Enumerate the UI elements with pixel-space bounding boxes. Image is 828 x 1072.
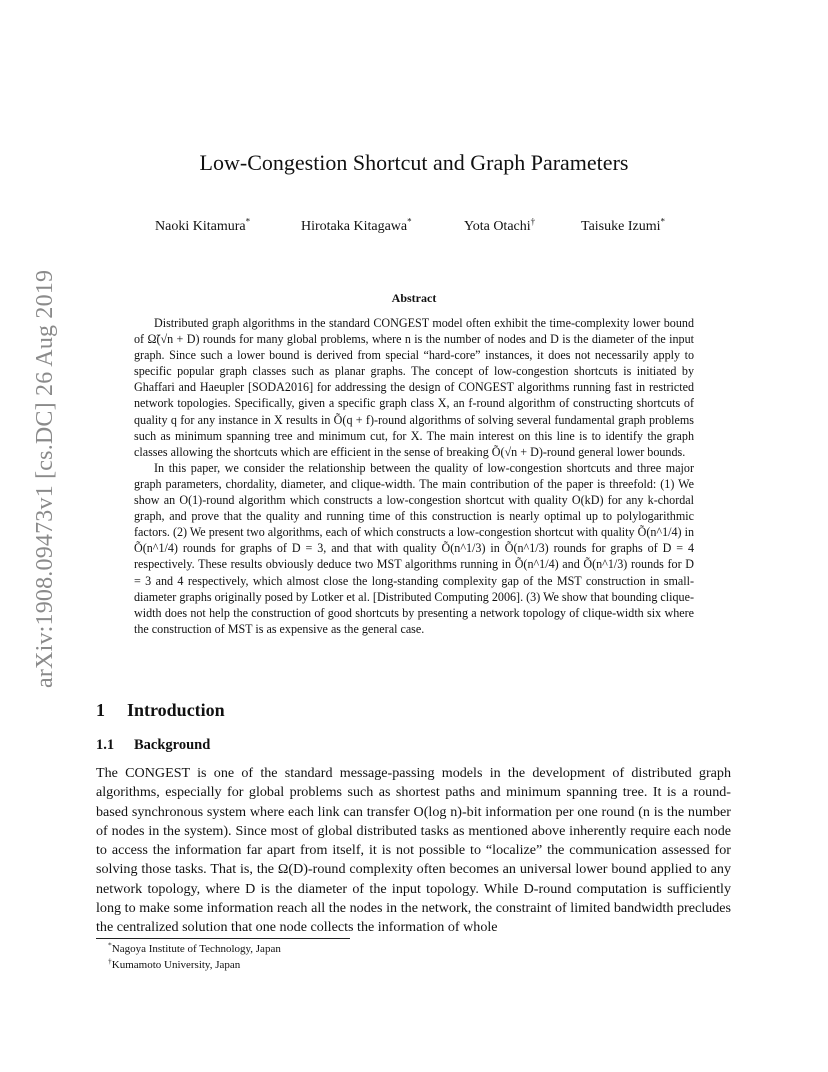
body-text xyxy=(96,764,731,938)
footnote-mark: * xyxy=(108,940,112,950)
paper-title: Low-Congestion Shortcut and Graph Parameters xyxy=(199,150,629,175)
abstract-heading: Abstract xyxy=(391,291,437,305)
subsection-number: 1.1 xyxy=(96,737,115,753)
author xyxy=(301,217,412,237)
affiliation-mark: * xyxy=(407,216,412,227)
affiliation-mark: * xyxy=(245,216,251,227)
section-heading xyxy=(96,698,225,722)
author-name: Taisuke Izumi xyxy=(581,219,661,234)
footnote xyxy=(108,957,281,973)
affiliation-mark: † xyxy=(530,216,536,227)
abstract-paragraph: Distributed graph algorithms in the standard CONGEST model often exhibit the time-complexity lower bound of Ω̃(√n + D) rounds for many global problems, where n is the number of nodes and D is the diameter of the input graph. Since such a lower bound is derived from special “hard-core” instances, it does not necessarily apply to specific popular graph classes such as planar graphs. The concept of low-congestion shortcuts is initiated by Ghaffari and Haeupler [SODA2016] for addressing the design of CONGEST algorithms running fast in restricted network topologies. Specifically, given a specific graph class X, an f-round algorithm of constructing shortcuts of quality q for any instance in X results in Õ(q + f)-round algorithms of solving several fundamental graph problems such as minimum spanning tree and minimum cut, for X. The main interest on this line is to identify the graph classes allowing the shortcuts which are efficient in the sense of breaking Õ(√n + D)-round general lower bounds. xyxy=(134,316,694,459)
footnotes xyxy=(108,941,281,973)
affiliation-mark: * xyxy=(660,216,665,227)
author-name: Yota Otachi xyxy=(464,219,531,234)
author-list xyxy=(0,217,828,239)
subsection-heading xyxy=(96,735,210,755)
author-name: Naoki Kitamura xyxy=(155,219,246,234)
body-paragraph: The CONGEST is one of the standard message-passing models in the development of distributed graph algorithms, especially for global problems such as shortest paths and minimum spanning tree. It is a round-based synchronous system where each link can transfer O(log n)-bit information per one round (n is the number of nodes in the system). Since most of global distributed tasks as mentioned above inherently require each node to access the information far apart from itself, it is not possible to “localize” the communication assessed for solving those tasks. That is, the Ω(D)-round complexity often becomes an universal lower bound applied to any network topology, where D is the diameter of the input topology. While D-round computation is sufficiently long to make some information reach all the nodes in the network, the constraint of limited bandwidth precludes the centralized solution that one node collects the information of whole xyxy=(96,765,731,936)
author-name: Hirotaka Kitagawa xyxy=(301,219,408,234)
arxiv-identifier-stamp: arXiv:1908.09473v1 [cs.DC] 26 Aug 2019 xyxy=(32,269,58,688)
footnote-rule xyxy=(96,938,350,939)
footnote-text: Kumamoto University, Japan xyxy=(111,959,241,971)
abstract-paragraph: In this paper, we consider the relationship between the quality of low-congestion shortcuts and three major graph parameters, chordality, diameter, and clique-width. The main contribution of the paper is threefold: (1) We show an O(1)-round algorithm which constructs a low-congestion shortcut with quality O(kD) for any k-chordal graph, and prove that the quality and running time of this construction is nearly optimal up to polylogarithmic factors. (2) We present two algorithms, each of which constructs a low-congestion shortcut with quality Õ(n^1/4) in Õ(n^1/4) rounds for graphs of D = 3, and that with quality Õ(n^1/3) in Õ(n^1/3) rounds for graphs of D = 4 respectively. These results obviously deduce two MST algorithms running in Õ(n^1/4) and Õ(n^1/3) rounds for D = 3 and 4 respectively, which almost close the long-standing complexity gap of the MST construction in small-diameter graphs originally posed by Lotker et al. [Distributed Computing 2006]. (3) We show that bounding clique-width does not help the construction of good shortcuts by presenting a network topology of clique-width six where the construction of MST is as expensive as the general case. xyxy=(134,460,694,636)
footnote xyxy=(108,941,281,957)
author xyxy=(581,217,665,237)
subsection-title: Background xyxy=(134,737,211,753)
author xyxy=(464,217,535,237)
abstract-body xyxy=(134,315,694,637)
section-title: Introduction xyxy=(127,700,225,720)
footnote-mark: † xyxy=(108,956,112,966)
footnote-text: Nagoya Institute of Technology, Japan xyxy=(111,943,281,955)
author xyxy=(155,217,250,237)
section-number: 1 xyxy=(96,700,105,720)
